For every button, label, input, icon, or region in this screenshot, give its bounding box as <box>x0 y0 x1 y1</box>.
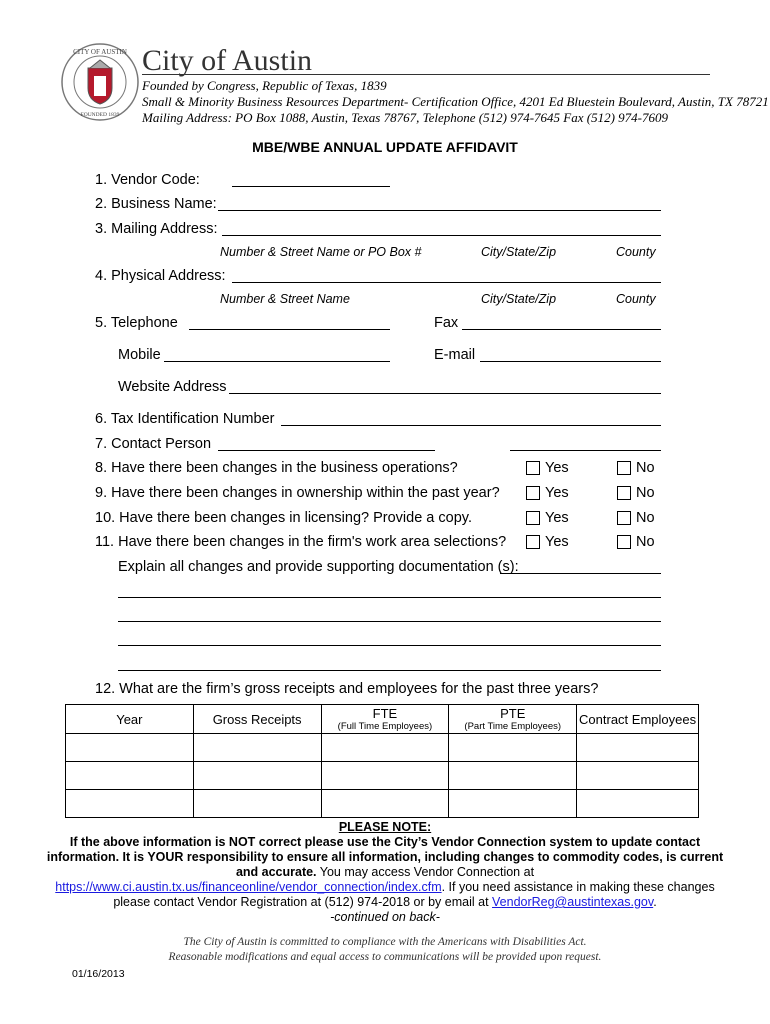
explain-field-0[interactable] <box>500 573 661 574</box>
form-date: 01/16/2013 <box>72 968 125 980</box>
col-pte <box>449 705 577 734</box>
table-cell[interactable] <box>449 762 577 790</box>
col-gross-receipts: Gross Receipts <box>193 705 321 734</box>
business-name-field[interactable] <box>218 210 661 211</box>
col-year: Year <box>66 705 194 734</box>
physical-address-field[interactable] <box>232 282 661 283</box>
q9-no-checkbox[interactable] <box>617 486 631 500</box>
table-cell[interactable] <box>193 762 321 790</box>
table-cell[interactable] <box>449 734 577 762</box>
q9-yes-label: Yes <box>545 485 569 501</box>
telephone-field[interactable] <box>189 329 390 330</box>
business-name-label: 2. Business Name: <box>95 196 217 212</box>
explain-field-4[interactable] <box>118 670 661 671</box>
header-department: Small & Minority Business Resources Department- Certification Office, 4201 Ed Bluestein Boulevard, Austin, TX 78721 <box>142 94 769 109</box>
q8-no-label: No <box>636 460 655 476</box>
contact-person-label: 7. Contact Person <box>95 436 212 452</box>
contact-person-field[interactable] <box>218 450 435 451</box>
question-9: 9. Have there been changes in ownership within the past year? <box>95 485 500 501</box>
ada-line-1: The City of Austin is committed to compliance with the Americans with Disabilities Act. <box>183 936 587 948</box>
continued-on-back: -continued on back- <box>330 910 440 924</box>
question-10: 10. Have there been changes in licensing? Provide a copy. <box>95 510 472 526</box>
mobile-field[interactable] <box>164 361 390 362</box>
table-cell[interactable] <box>66 790 194 818</box>
receipts-table <box>65 704 699 818</box>
seal-bottom-text: FOUNDED 1839 <box>80 112 120 118</box>
explain-field-2[interactable] <box>118 621 661 622</box>
mailing-sub-city: City/State/Zip <box>481 245 557 259</box>
table-cell[interactable] <box>449 790 577 818</box>
table-cell[interactable] <box>577 734 699 762</box>
email-field[interactable] <box>480 361 661 362</box>
table-row <box>66 734 699 762</box>
col-pte-sub: (Part Time Employees) <box>464 721 562 732</box>
website-field[interactable] <box>229 393 661 394</box>
q11-no-checkbox[interactable] <box>617 535 631 549</box>
col-pte-title: PTE <box>500 706 526 721</box>
col-fte-sub: (Full Time Employees) <box>337 721 433 732</box>
header-title: City of Austin <box>142 44 313 77</box>
mailing-sub-county: County <box>616 245 656 259</box>
q11-no-label: No <box>636 534 655 550</box>
table-row <box>66 790 699 818</box>
q11-yes-checkbox[interactable] <box>526 535 540 549</box>
note-text1: You may access Vendor Connection at <box>316 865 535 879</box>
form-title: MBE/WBE ANNUAL UPDATE AFFIDAVIT <box>252 139 518 155</box>
physical-address-label: 4. Physical Address: <box>95 268 226 284</box>
q10-yes-label: Yes <box>545 510 569 526</box>
physical-sub-city: City/State/Zip <box>481 292 557 306</box>
header-rule <box>142 74 710 75</box>
note-text2: . If you need assistance in making these changes please contact Vendor Registration at (512) 974-2018 or by email at <box>113 880 715 909</box>
vendor-code-field[interactable] <box>232 186 390 187</box>
mailing-address-label: 3. Mailing Address: <box>95 221 218 237</box>
table-cell[interactable] <box>66 762 194 790</box>
col-fte <box>321 705 449 734</box>
q10-yes-checkbox[interactable] <box>526 511 540 525</box>
question-12: 12. What are the firm’s gross receipts and employees for the past three years? <box>95 681 599 697</box>
website-label: Website Address <box>118 379 227 395</box>
contact-person-field-2[interactable] <box>510 450 661 451</box>
q8-yes-checkbox[interactable] <box>526 461 540 475</box>
table-cell[interactable] <box>321 762 449 790</box>
note-text3: . <box>653 895 657 909</box>
email-label: E-mail <box>434 347 476 363</box>
note-bold: If the above information is NOT correct please use the City’s Vendor Connection system to update contact information. It is YOUR responsibility to ensure all information, including changes to commodity codes, is current and accurate. <box>46 835 724 879</box>
col-fte-title: FTE <box>372 706 398 721</box>
vendor-connection-link[interactable]: https://www.ci.austin.tx.us/financeonline/vendor_connection/index.cfm <box>55 880 442 894</box>
question-11: 11. Have there been changes in the firm's work area selections? <box>95 534 507 550</box>
question-8: 8. Have there been changes in the business operations? <box>95 460 458 476</box>
note-body <box>40 835 730 925</box>
fax-field[interactable] <box>462 329 661 330</box>
table-cell[interactable] <box>321 734 449 762</box>
tax-id-label: 6. Tax Identification Number <box>95 411 275 427</box>
table-cell[interactable] <box>577 762 699 790</box>
q8-yes-label: Yes <box>545 460 569 476</box>
explain-label: Explain all changes and provide supporting documentation (s): <box>118 559 519 575</box>
table-cell[interactable] <box>577 790 699 818</box>
seal-top-text: CITY OF AUSTIN <box>73 48 127 56</box>
city-seal-logo <box>60 42 140 122</box>
col-contract: Contract Employees <box>577 705 699 734</box>
table-cell[interactable] <box>66 734 194 762</box>
vendor-reg-email-link[interactable]: VendorReg@austintexas.gov <box>492 895 654 909</box>
mailing-sub-street: Number & Street Name or PO Box # <box>220 245 422 259</box>
table-cell[interactable] <box>321 790 449 818</box>
explain-field-1[interactable] <box>118 597 661 598</box>
tax-id-field[interactable] <box>281 425 661 426</box>
q10-no-label: No <box>636 510 655 526</box>
q9-no-label: No <box>636 485 655 501</box>
table-cell[interactable] <box>193 734 321 762</box>
table-cell[interactable] <box>193 790 321 818</box>
telephone-label: 5. Telephone <box>95 315 178 331</box>
header-mailing: Mailing Address: PO Box 1088, Austin, Texas 78767, Telephone (512) 974-7645 Fax (512) 974-7609 <box>142 110 668 125</box>
mailing-address-field[interactable] <box>222 235 661 236</box>
physical-sub-street: Number & Street Name <box>220 292 350 306</box>
table-header-row <box>66 705 699 734</box>
physical-sub-county: County <box>616 292 656 306</box>
vendor-code-label: 1. Vendor Code: <box>95 172 200 188</box>
ada-line-2: Reasonable modifications and equal access to communications will be provided upon request. <box>168 951 602 963</box>
mobile-label: Mobile <box>118 347 161 363</box>
note-heading: PLEASE NOTE: <box>338 820 432 834</box>
fax-label: Fax <box>434 315 459 331</box>
q10-no-checkbox[interactable] <box>617 511 631 525</box>
q9-yes-checkbox[interactable] <box>526 486 540 500</box>
explain-field-3[interactable] <box>118 645 661 646</box>
header-founded: Founded by Congress, Republic of Texas, 1839 <box>142 78 387 93</box>
q8-no-checkbox[interactable] <box>617 461 631 475</box>
table-row <box>66 762 699 790</box>
q11-yes-label: Yes <box>545 534 569 550</box>
